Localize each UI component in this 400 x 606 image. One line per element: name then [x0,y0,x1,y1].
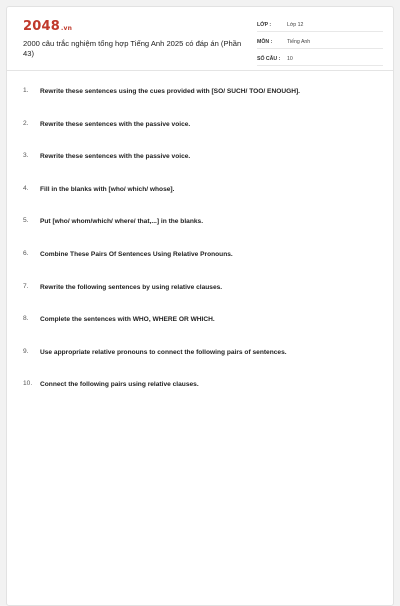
question-text: Connect the following pairs using relative clauses. [40,381,199,389]
question-number: 3. [23,152,29,160]
question-number: 9. [23,347,29,355]
question-text: Rewrite the following sentences by using relative clauses. [40,283,223,291]
question-number: 2. [23,119,29,127]
meta-label-subject: MÔN : [257,38,273,45]
meta-row-question-count [257,52,383,66]
meta-row-class [257,18,383,32]
question-text: Fill in the blanks with [who/ which/ whose]. [40,185,175,193]
question-number: 4. [23,184,29,192]
document-meta [257,18,383,69]
meta-label-question-count: SỐ CÂU : [257,55,281,62]
question-list [23,87,383,413]
question-item[interactable] [23,250,383,283]
question-item[interactable] [23,217,383,250]
question-number: 5. [23,217,29,225]
question-text: Rewrite these sentences with the passive voice. [40,120,191,128]
document-sheet [6,6,394,606]
logo-text: 2048 [23,19,60,34]
meta-value-question-count: 10 [287,55,293,62]
question-text: Combine These Pairs Of Sentences Using Relative Pronouns. [40,250,233,258]
question-text: Put [who/ whom/which/ where/ that,...] in the blanks. [40,218,204,226]
question-text: Rewrite these sentences using the cues provided with [SO/ SUCH/ TOO/ ENOUGH]. [40,88,301,95]
question-item[interactable] [23,185,383,218]
question-item[interactable] [23,380,383,413]
question-number: 1. [23,87,29,94]
question-number: 8. [23,315,29,323]
question-item[interactable] [23,87,383,120]
logo-suffix: .vn [60,25,73,32]
question-text: Complete the sentences with WHO, WHERE OR WHICH. [40,316,215,324]
question-item[interactable] [23,120,383,153]
question-item[interactable] [23,315,383,348]
site-logo[interactable] [23,19,72,34]
question-number: 6. [23,249,29,257]
question-item[interactable] [23,283,383,316]
meta-value-subject: Tiếng Anh [287,38,311,45]
meta-row-subject [257,35,383,49]
question-text: Use appropriate relative pronouns to connect the following pairs of sentences. [40,348,287,356]
meta-value-class: Lớp 12 [287,21,304,28]
question-text: Rewrite these sentences with the passive voice. [40,153,191,161]
document-title: 2000 câu trắc nghiệm tổng hợp Tiếng Anh 2025 có đáp án (Phần 43) [23,39,242,58]
meta-label-class: LỚP : [257,21,272,28]
question-item[interactable] [23,152,383,185]
question-number: 7. [23,282,29,290]
question-item[interactable] [23,348,383,381]
document-header [7,7,393,71]
question-number: 10. [23,380,33,388]
